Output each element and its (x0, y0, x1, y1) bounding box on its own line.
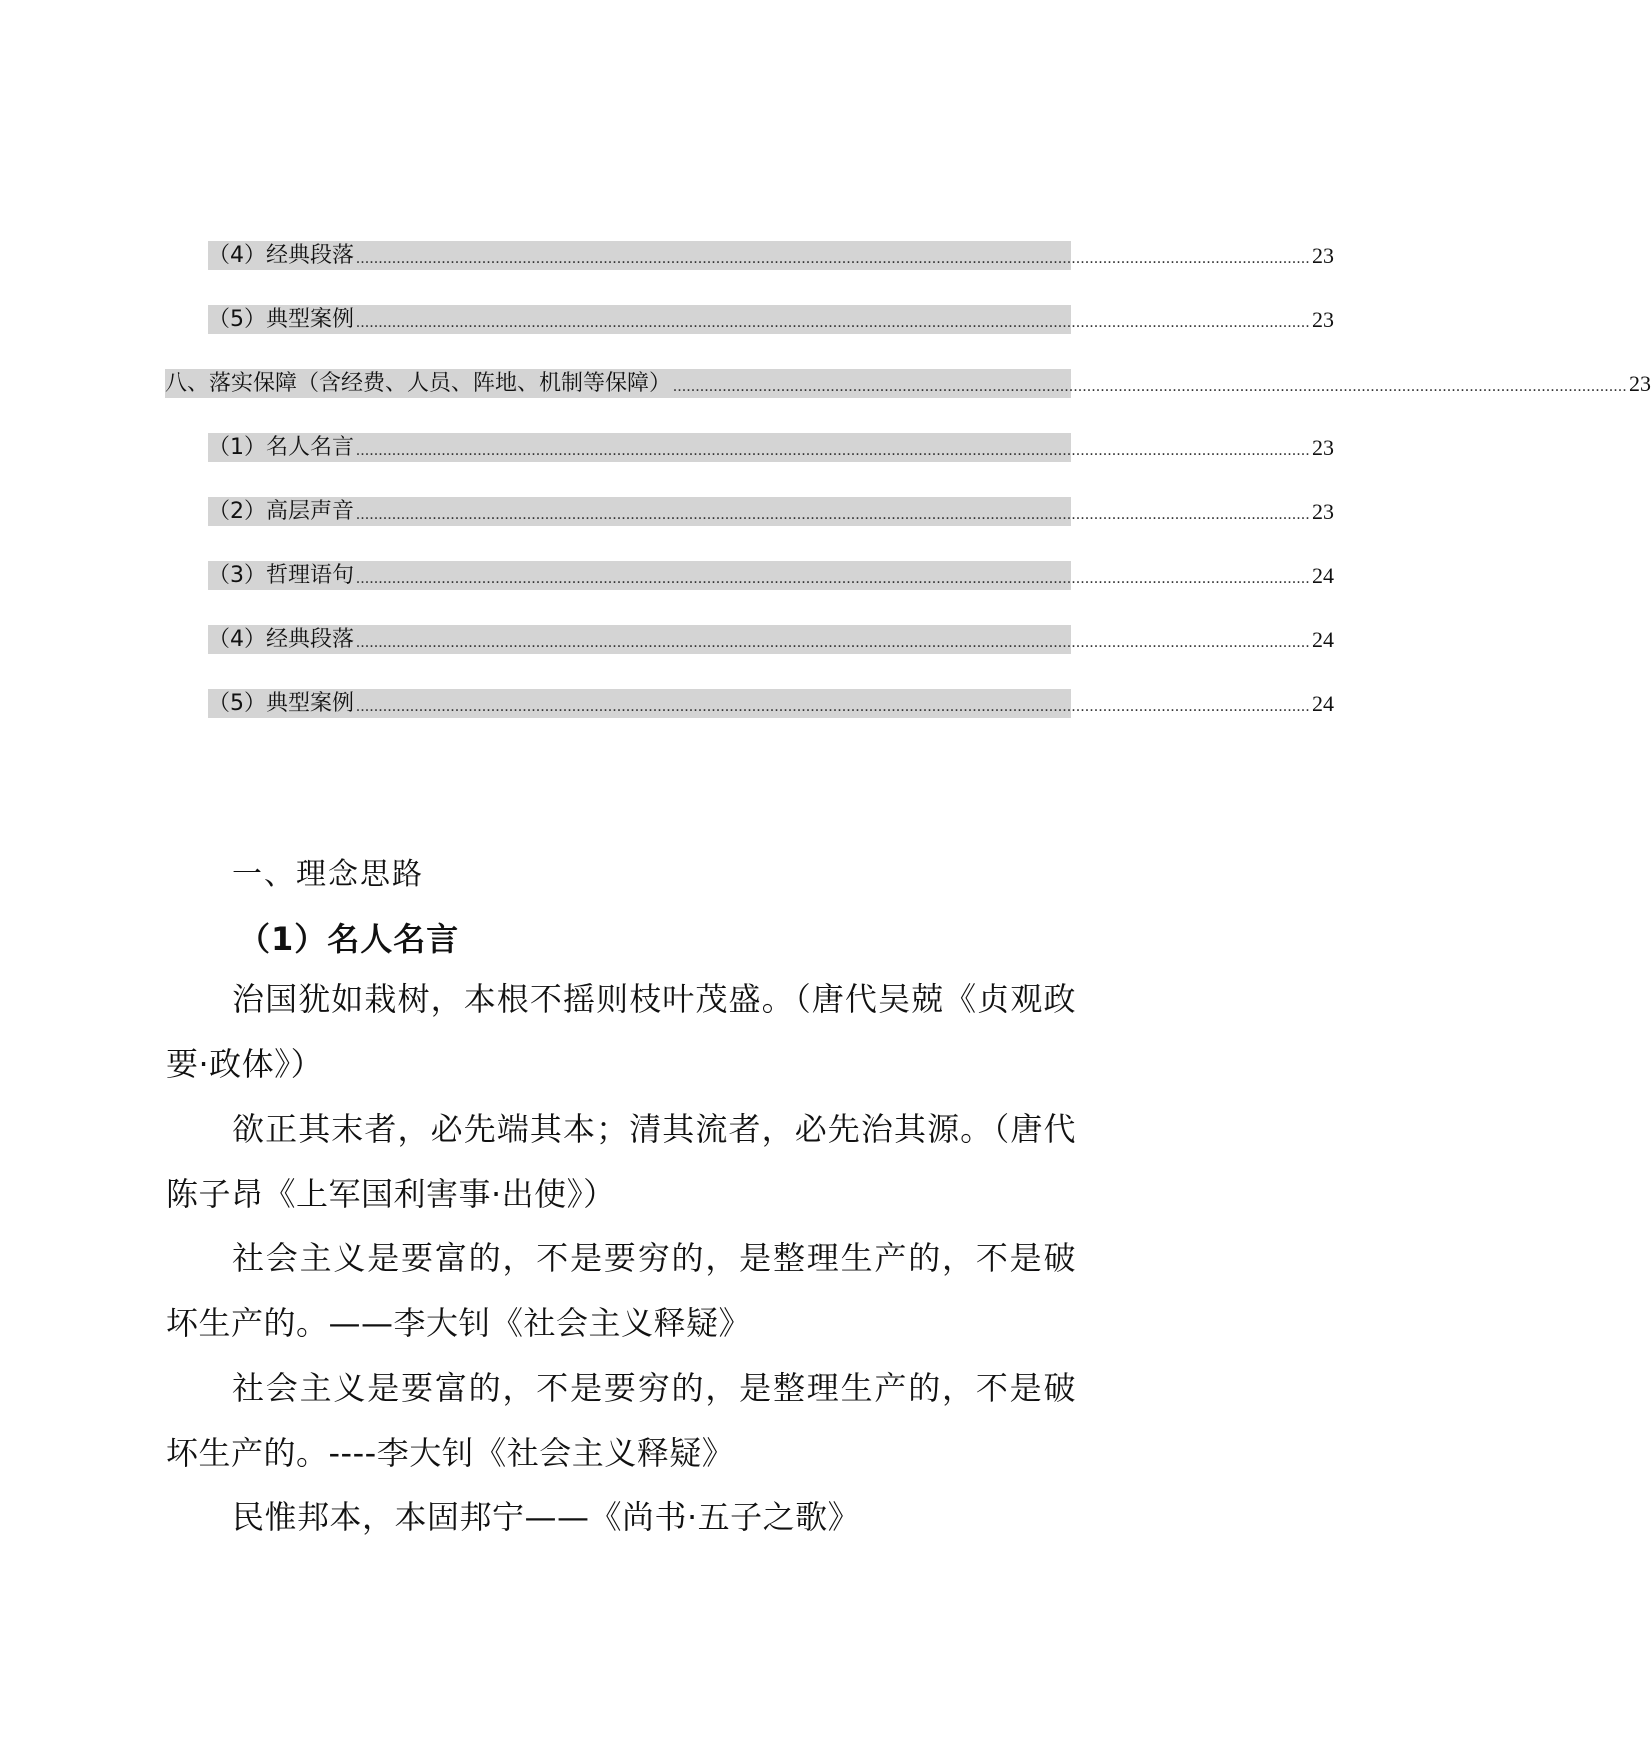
toc-entry-label: （3）哲理语句 (208, 563, 354, 588)
quote-paragraph: 欲正其末者，必先端其本；清其流者，必先治其源。（唐代陈子昂《上军国利害事·出使》） (166, 1110, 1076, 1213)
toc-entry-page: 23 (1629, 371, 1651, 396)
toc-entry-label: （1）名人名言 (208, 435, 354, 460)
toc-leader-dots: .................................................................................................................................................................................................................... (356, 506, 1310, 523)
quote-paragraph: 社会主义是要富的，不是要穷的，是整理生产的，不是破坏生产的。——李大钊《社会主义释疑》 (166, 1239, 1076, 1342)
toc-entry-page: 23 (1312, 499, 1334, 524)
quote-paragraph: 民惟邦本，本固邦宁——《尚书·五子之歌》 (232, 1498, 861, 1536)
toc-entry[interactable] (208, 241, 1334, 270)
toc-entry-page: 24 (1312, 627, 1334, 652)
toc-leader-dots: .................................................................................................................................................................................................................... (356, 634, 1310, 651)
toc-leader-dots: .................................................................................................................................................................................................................... (673, 378, 1628, 395)
section-heading: 一、理念思路 (232, 857, 424, 892)
toc-entry-page: 23 (1312, 435, 1334, 460)
toc-entry-label: （5）典型案例 (208, 307, 354, 332)
toc-entry-label: （4）经典段落 (208, 627, 354, 652)
toc-entry-label: 八、落实保障（含经费、人员、阵地、机制等保障） (165, 371, 672, 396)
quote-paragraph: 治国犹如栽树，本根不摇则枝叶茂盛。（唐代吴兢《贞观政要·政体》） (166, 980, 1076, 1083)
toc-entry[interactable] (208, 625, 1334, 654)
toc-leader-dots: .................................................................................................................................................................................................................... (356, 698, 1310, 715)
toc-entry[interactable] (208, 305, 1334, 334)
toc-entry[interactable] (208, 497, 1334, 526)
toc-leader-dots: .................................................................................................................................................................................................................... (356, 570, 1310, 587)
toc-leader-dots: .................................................................................................................................................................................................................... (356, 442, 1310, 459)
toc-entry-label: （4）经典段落 (208, 243, 354, 268)
toc-entry-page: 23 (1312, 307, 1334, 332)
toc-entry[interactable] (208, 689, 1334, 718)
toc-entry[interactable] (208, 561, 1334, 590)
toc-entry[interactable] (208, 433, 1334, 462)
quote-paragraph: 社会主义是要富的，不是要穷的，是整理生产的，不是破坏生产的。----李大钊《社会主义释疑》 (166, 1369, 1076, 1472)
toc-entry[interactable] (165, 369, 1651, 398)
toc-entry-page: 24 (1312, 691, 1334, 716)
toc-entry-page: 23 (1312, 243, 1334, 268)
toc-entry-label: （2）高层声音 (208, 499, 354, 524)
toc-leader-dots: .................................................................................................................................................................................................................... (356, 314, 1310, 331)
toc-entry-label: （5）典型案例 (208, 691, 354, 716)
toc-entry-page: 24 (1312, 563, 1334, 588)
toc-leader-dots: .................................................................................................................................................................................................................... (356, 250, 1310, 267)
section-subheading: （1）名人名言 (238, 920, 460, 958)
